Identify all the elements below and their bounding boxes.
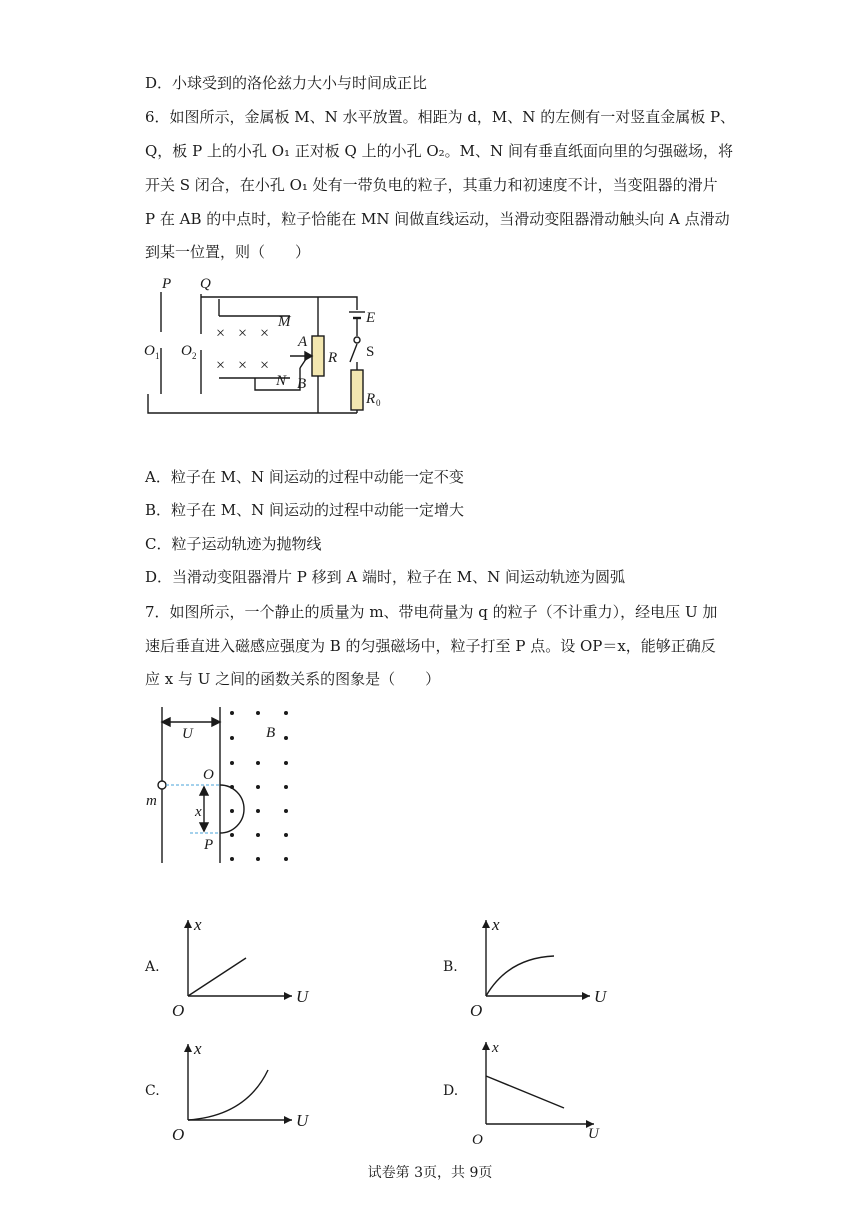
graph-option-d bbox=[468, 1036, 618, 1146]
label-U: U bbox=[182, 726, 193, 742]
q7-magnetic-field-diagram bbox=[140, 705, 310, 875]
label-B: B bbox=[266, 725, 276, 741]
q6-line-2: Q，板 P 上的小孔 O₁ 正对板 Q 上的小孔 O₂。M、N 间有垂直纸面向里的匀强磁场，将 bbox=[145, 142, 733, 160]
graph-option-c-label: C. bbox=[145, 1083, 160, 1099]
label-R0: R bbox=[366, 391, 376, 407]
q7-line-3: 应 x 与 U 之间的函数关系的图象是（ ） bbox=[145, 670, 441, 688]
axis-label-U: U bbox=[588, 1126, 599, 1142]
graph-option-b bbox=[468, 912, 618, 1022]
field-cross: × bbox=[216, 357, 226, 374]
axis-label-origin: O bbox=[472, 1132, 483, 1148]
label-Q: Q bbox=[200, 276, 211, 292]
q6-option-a: A．粒子在 M、N 间运动的过程中动能一定不变 bbox=[145, 468, 464, 486]
page-footer: 试卷第 3页，共 9页 bbox=[367, 1165, 493, 1181]
q6-option-b: B．粒子在 M、N 间运动的过程中动能一定增大 bbox=[145, 501, 465, 519]
label-O1: O bbox=[144, 343, 155, 359]
graph-option-a bbox=[170, 912, 320, 1022]
label-A: A bbox=[298, 334, 308, 350]
axis-label-x: x bbox=[194, 1039, 202, 1058]
q7-line-2: 速后垂直进入磁感应强度为 B 的匀强磁场中，粒子打至 P 点。设 OP＝x，能够正确反 bbox=[145, 637, 716, 655]
graph-option-a-label: A. bbox=[145, 959, 160, 975]
label-O1-sub: 1 bbox=[155, 351, 160, 361]
graph-option-b-label: B. bbox=[443, 959, 458, 975]
label-M: M bbox=[278, 314, 291, 330]
label-x: x bbox=[195, 804, 202, 820]
label-S: S bbox=[366, 344, 375, 360]
field-cross: × bbox=[238, 357, 248, 374]
axis-label-U: U bbox=[296, 1111, 309, 1130]
q7-line-1: 7．如图所示，一个静止的质量为 m、带电荷量为 q 的粒子（不计重力），经电压 U 加 bbox=[145, 603, 718, 621]
q5-option-d: D．小球受到的洛伦兹力大小与时间成正比 bbox=[145, 74, 428, 92]
q6-line-3: 开关 S 闭合，在小孔 O₁ 处有一带负电的粒子，其重力和初速度不计，当变阻器的滑片 bbox=[145, 176, 718, 194]
q6-circuit-diagram bbox=[140, 270, 400, 420]
label-B: B bbox=[297, 376, 307, 392]
q6-option-c: C．粒子运动轨迹为抛物线 bbox=[145, 535, 322, 553]
graph-option-d-label: D. bbox=[443, 1083, 459, 1099]
label-P: P bbox=[204, 837, 214, 853]
axis-label-x: x bbox=[194, 915, 202, 934]
label-E: E bbox=[366, 310, 376, 326]
field-cross: × bbox=[260, 357, 270, 374]
label-R: R bbox=[328, 350, 338, 366]
label-m: m bbox=[146, 793, 157, 809]
graph-option-c bbox=[170, 1036, 320, 1146]
label-O: O bbox=[203, 767, 214, 783]
axis-label-origin: O bbox=[172, 1125, 185, 1144]
label-N: N bbox=[276, 373, 287, 389]
q6-option-d: D．当滑动变阻器滑片 P 移到 A 端时，粒子在 M、N 间运动轨迹为圆弧 bbox=[145, 568, 626, 586]
field-cross: × bbox=[216, 325, 226, 342]
label-P: P bbox=[162, 276, 172, 292]
axis-label-U: U bbox=[296, 987, 309, 1006]
axis-label-x: x bbox=[492, 1040, 499, 1056]
q6-line-4: P 在 AB 的中点时，粒子恰能在 MN 间做直线运动，当滑动变阻器滑动触头向 A 点滑动 bbox=[145, 210, 730, 228]
field-cross: × bbox=[260, 325, 270, 342]
label-O2-sub: 2 bbox=[192, 351, 197, 361]
axis-label-origin: O bbox=[172, 1001, 185, 1020]
q6-line-5: 到某一位置，则（ ） bbox=[145, 243, 311, 261]
axis-label-origin: O bbox=[470, 1001, 483, 1020]
axis-label-x: x bbox=[492, 915, 500, 934]
q6-line-1: 6．如图所示，金属板 M、N 水平放置。相距为 d，M、N 的左侧有一对竖直金属板 P、 bbox=[145, 108, 736, 126]
axis-label-U: U bbox=[594, 987, 607, 1006]
field-cross: × bbox=[238, 325, 248, 342]
label-O2: O bbox=[181, 343, 192, 359]
label-R0-sub: 0 bbox=[376, 398, 381, 408]
